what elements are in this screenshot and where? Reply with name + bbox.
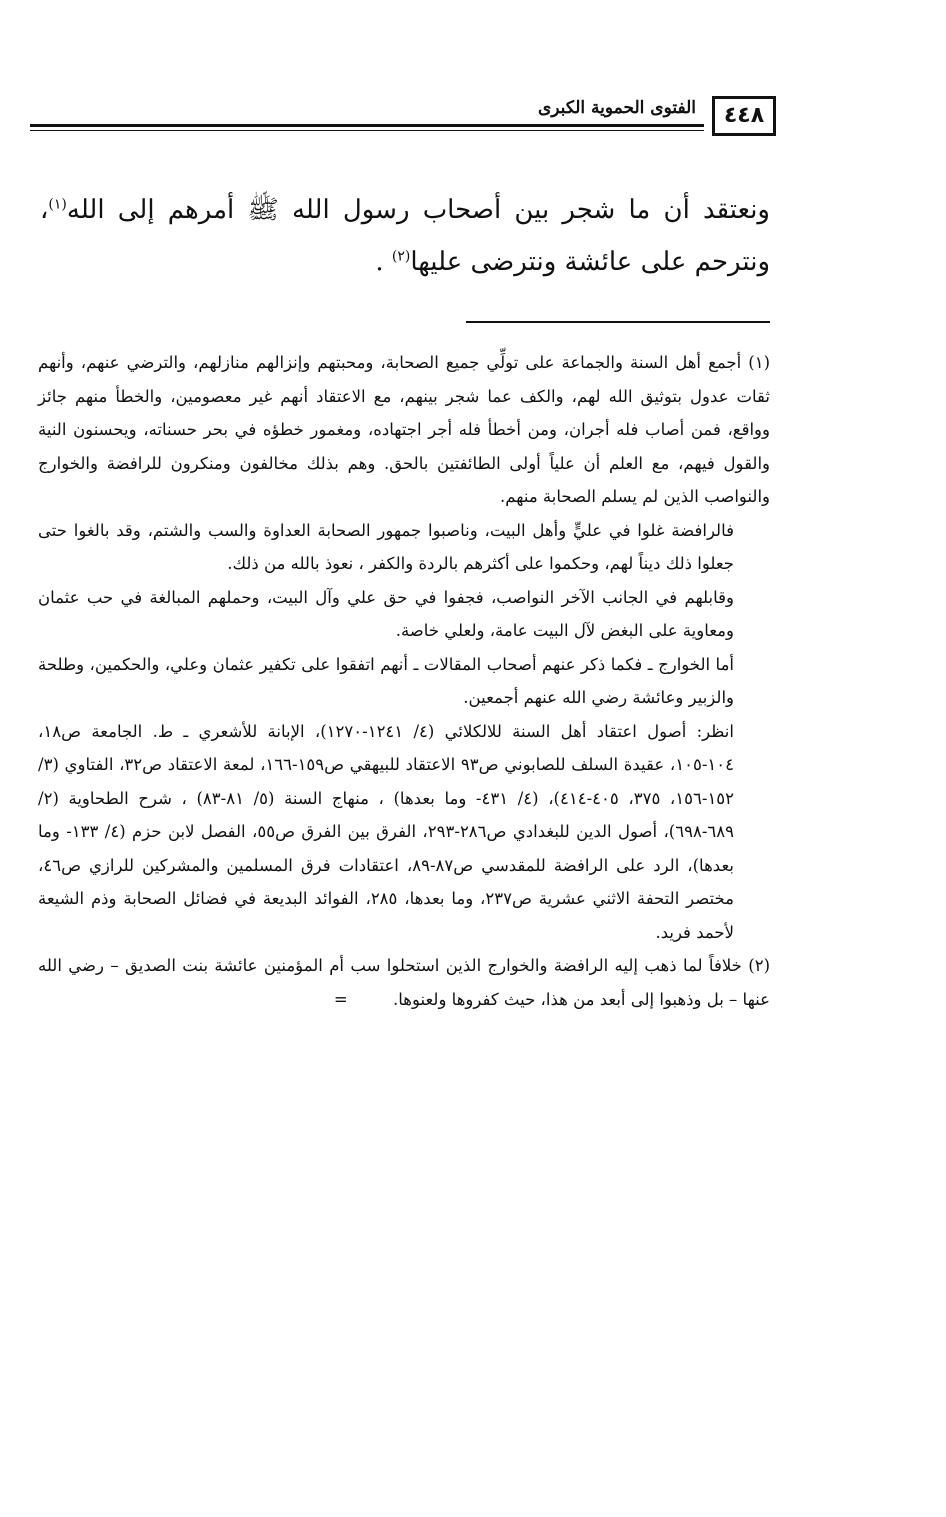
continuation-mark: = bbox=[333, 989, 348, 1009]
footnote-2-text: خلافاً لما ذهب إليه الرافضة والخوارج الذين استحلوا سب أم المؤمنين عائشة بنت الصديق – رضي الله عنها – بل وذهبوا إلى أبعد من هذا، حيث كفروها ولعنوها. bbox=[38, 956, 770, 1009]
main-text-line1: ونعتقد أن ما شجر بين أصحاب رسول الله ﷺ أمرهم إلى الله bbox=[66, 195, 770, 225]
footnote-1-paragraph-1: أجمع أهل السنة والجماعة على تولِّي جميع الصحابة، ومحبتهم وإنزالهم منازلهم، والترضي عنهم، وأنهم ثقات عدول بتوثيق الله لهم، والكف عما شجر بينهم، مع الاعتقاد أنهم غير معصومين، والخطأ منهم جائز وواقع، فمن أصاب فله أجران، ومن أخطأ فله أجر اجتهاده، ومغمور خطؤه في بحر حسناته، ويحسنون النية والقول فيهم، مع العلم أن علياً أولى الطائفتين بالحق. وهم بذلك مخالفون ومنكرون للرافضة والخوارج والنواصب الذين لم يسلم الصحابة منهم. bbox=[38, 353, 770, 506]
footnote-2 bbox=[38, 949, 770, 1016]
header-rule bbox=[30, 124, 704, 127]
header-rule-thin bbox=[30, 130, 704, 131]
page-header bbox=[30, 96, 776, 144]
main-text-line2: ونترحم على عائشة ونترضى عليها bbox=[410, 247, 770, 277]
footnote-1-references: انظر: أصول اعتقاد أهل السنة للالكلائي (٤/ ١٢٤١-١٢٧٠)، الإبانة للأشعري ـ ط. الجامعة ص١٨، ١٠٤-١٠٥، عقيدة السلف للصابوني ص٩٣ الاعتقاد للبيهقي ص١٥٩-١٦٦، لمعة الاعتقاد ص٣٢، الفتاوي (٣/ ١٥٢-١٥٦، ٣٧٥، ٤٠٥-٤١٤)، (٤/ ٤٣١- وما بعدها) ، منهاج السنة (٥/ ٨١-٨٣) ، شرح الطحاوية (٢/ ٦٨٩-٦٩٨)، أصول الدين للبغدادي ص٢٨٦-٢٩٣، الفرق بين الفرق ص٥٥، الفصل لابن حزم (٤/ ١٣٣- وما بعدها)، الرد على الرافضة للمقدسي ص٨٧-٨٩، اعتقادات فرق المسلمين والمشركين للرازي ص٤٦، مختصر التحفة الاثني عشرية ص٢٣٧، وما بعدها، ٢٨٥، الفوائد البديعة في فضائل الصحابة وذم الشيعة لأحمد فريد. bbox=[38, 721, 735, 942]
footnote-1 bbox=[38, 346, 770, 514]
footnote-1-paragraph-4: أما الخوارج ـ فكما ذكر عنهم أصحاب المقالات ـ أنهم اتفقوا على تكفير عثمان وعلي، والحكمين، وطلحة والزبير وعائشة رضي الله عنهم أجمعين. bbox=[38, 654, 734, 707]
footnote-ref-2: (٢) bbox=[391, 248, 411, 265]
footnote-1-paragraph-3: وقابلهم في الجانب الآخر النواصب، فجفوا في حق علي وآل البيت، وحملهم المبالغة في حب عثمان ومعاوية على البغض لآل البيت عامة، ولعلي خاصة. bbox=[38, 587, 734, 640]
main-text-line2-end: . bbox=[375, 247, 392, 277]
main-text-line1-end: ، bbox=[40, 195, 49, 225]
footnote-2-number: (٢) bbox=[748, 956, 770, 975]
footnotes bbox=[38, 346, 770, 1016]
page-number: ٤٤٨ bbox=[712, 96, 776, 136]
footnote-ref-1: (١) bbox=[48, 196, 67, 213]
main-text bbox=[40, 184, 770, 288]
footnote-1-number: (١) bbox=[748, 353, 770, 372]
footnote-separator bbox=[466, 321, 770, 323]
footnote-1-paragraph-2: فالرافضة غلوا في عليٍّ وأهل البيت، وناصبوا جمهور الصحابة العداوة والسب والشتم، وقد بالغوا حتى جعلوا ذلك ديناً لهم، وحكموا على أكثرهم بالردة والكفر ، نعوذ بالله من ذلك. bbox=[38, 520, 734, 573]
running-title: الفتوى الحموية الكبرى bbox=[538, 98, 696, 118]
